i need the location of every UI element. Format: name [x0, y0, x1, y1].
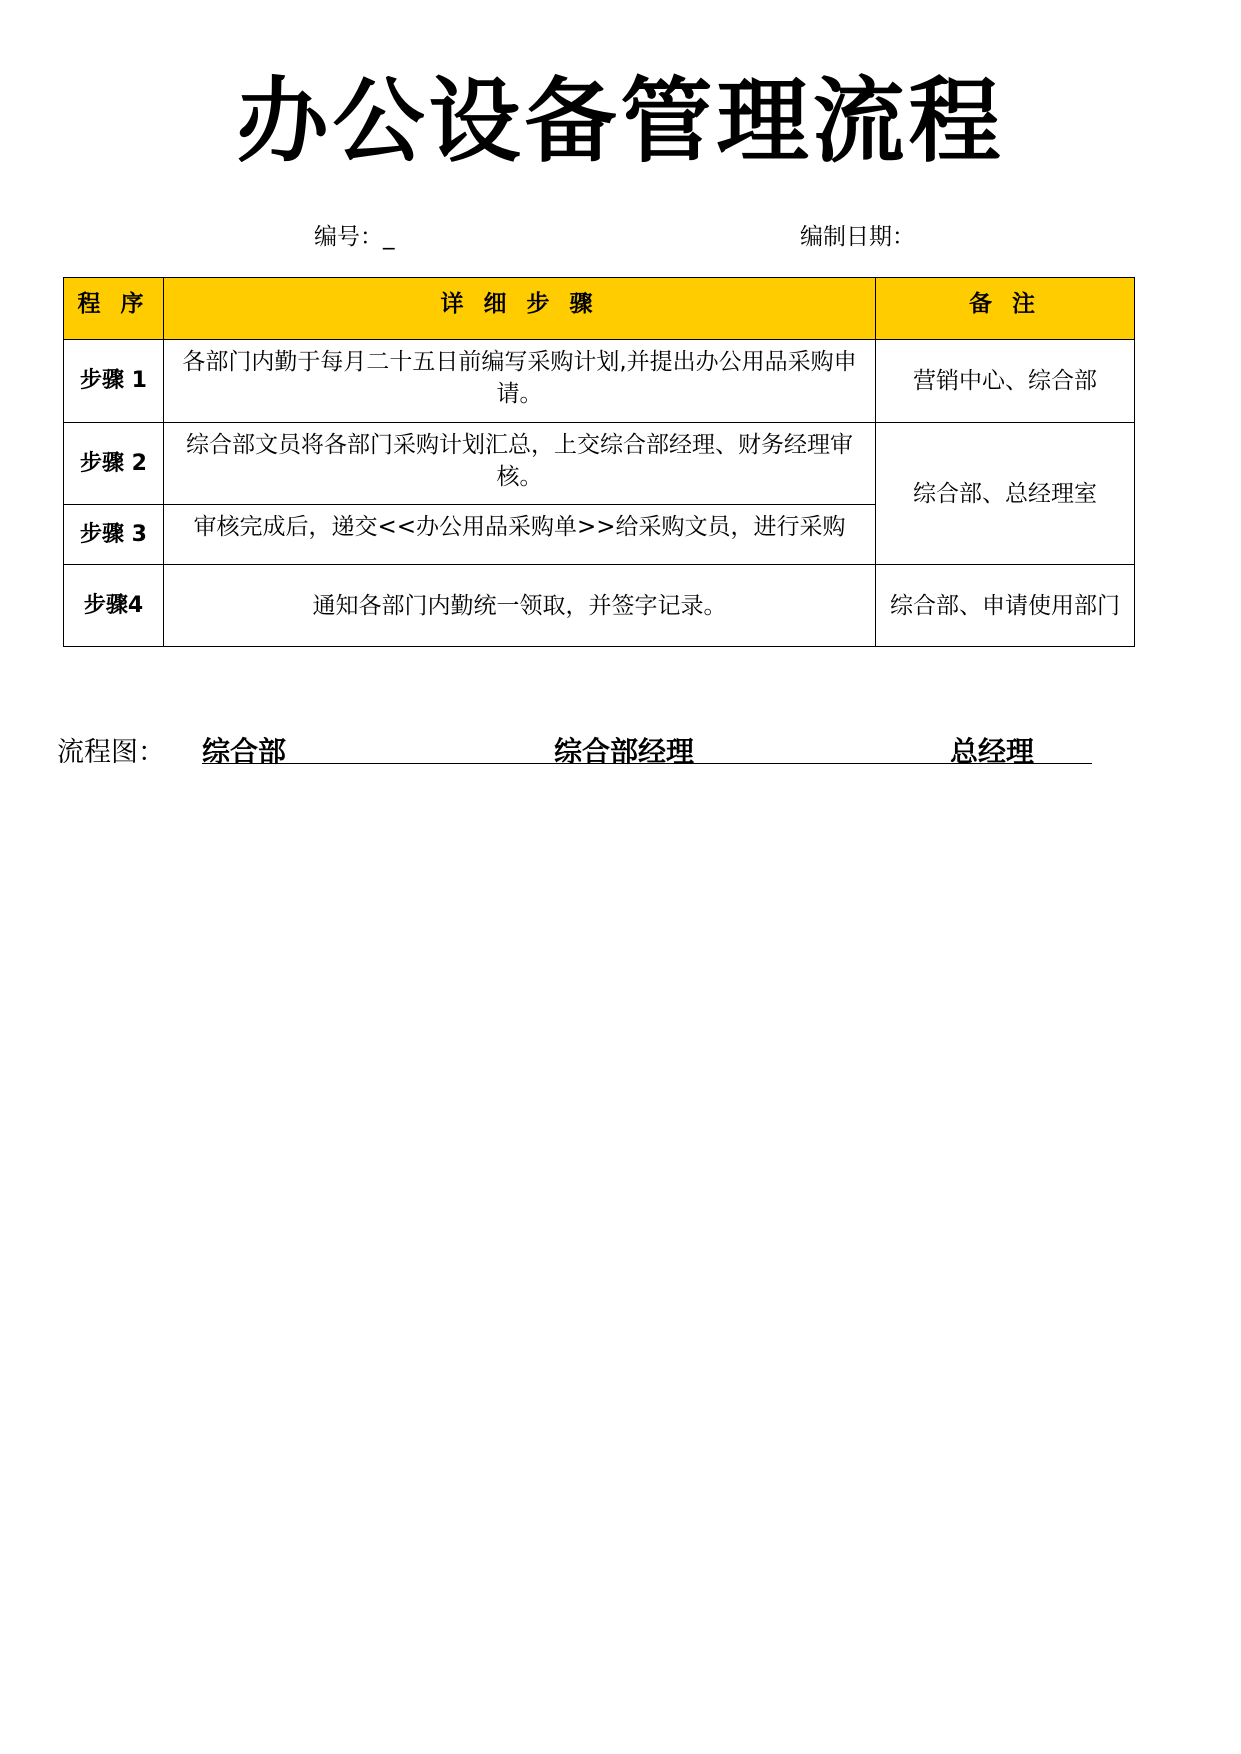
step-detail: 综合部文员将各部门采购计划汇总，上交综合部经理、财务经理审核。 [164, 423, 876, 505]
header-detail-steps: 详 细 步 骤 [164, 278, 876, 340]
step-note: 综合部、总经理室 [876, 423, 1135, 565]
step-label: 步骤 1 [64, 340, 164, 423]
table-header-row [64, 278, 1135, 340]
step-label: 步骤 2 [64, 423, 164, 505]
page-title: 办公设备管理流程 [236, 68, 1005, 175]
table-row [64, 565, 1135, 647]
compile-date-label: 编制日期： [800, 224, 915, 250]
step-detail: 各部门内勤于每月二十五日前编写采购计划,并提出办公用品采购申请。 [164, 340, 876, 423]
table-row [64, 340, 1135, 423]
header-remarks: 备 注 [876, 278, 1135, 340]
header-procedure: 程 序 [64, 278, 164, 340]
step-label: 步骤4 [64, 565, 164, 647]
document-number-label: 编号：_ [314, 224, 395, 250]
step-detail: 通知各部门内勤统一领取，并签字记录。 [164, 565, 876, 647]
procedure-table [63, 277, 1135, 647]
flowchart-column-general-manager: 总经理 [950, 735, 1035, 768]
step-detail: 审核完成后，递交<<办公用品采购单>>给采购文员，进行采购 [164, 505, 876, 565]
table-row [64, 423, 1135, 505]
flowchart-header [57, 730, 1037, 770]
step-note: 综合部、申请使用部门 [876, 565, 1135, 647]
flowchart-column-dept-manager: 综合部经理 [554, 735, 695, 768]
flowchart-column-dept: 综合部 [202, 735, 287, 768]
step-label: 步骤 3 [64, 505, 164, 565]
flowchart-label: 流程图： [57, 737, 165, 768]
step-note: 营销中心、综合部 [876, 340, 1135, 423]
